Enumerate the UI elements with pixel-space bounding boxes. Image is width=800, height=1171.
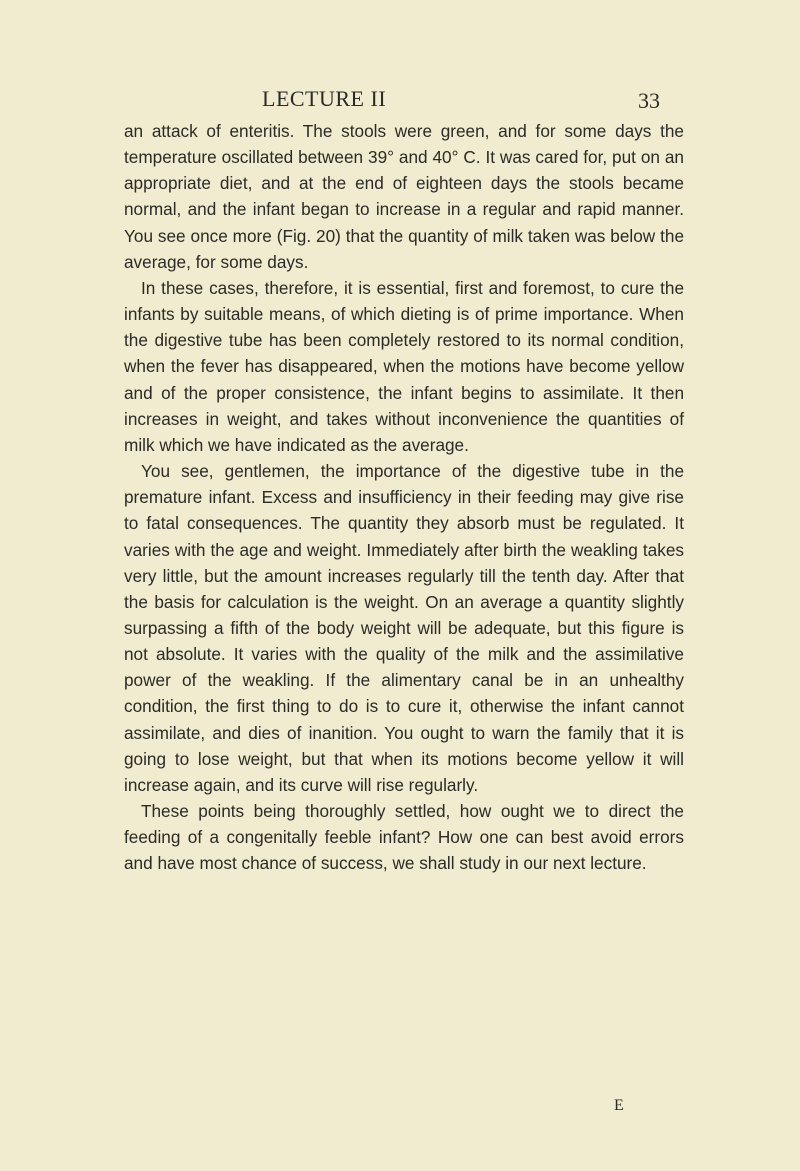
paragraph: You see, gentlemen, the importance of the digestive tube in the premature infant. Excess and insufficiency in their feeding may give rise to fatal consequences. The quantity they absorb must be regulated. It varies with the age and weight. Immediately after birth the weakling takes very little, but the amount increases regularly till the tenth day. After that the basis for calculation is the weight. On an average a quantity slightly surpassing a fifth of the body weight will be adequate, but this figure is not absolute. It varies with the quality of the milk and the assimilative power of the weakling. If the alimentary canal be in an unhealthy condition, the first thing to do is to cure it, otherwise the infant cannot assimilate, and dies of inanition. You ought to warn the family that it is going to lose weight, but that when its motions become yellow it will increase again, and its curve will rise regularly.: [124, 461, 684, 795]
signature-mark: E: [614, 1097, 624, 1114]
paragraph: These points being thoroughly settled, how ought we to direct the feeding of a congenitally feeble infant? How one can best avoid errors and have most chance of success, we shall study in our next lecture.: [124, 801, 684, 874]
paragraph: In these cases, therefore, it is essential, first and foremost, to cure the infants by suitable means, of which dieting is of prime importance. When the digestive tube has been completely restored to its normal condition, when the fever has disappeared, when the motions have become yellow and of the proper consistence, the infant begins to assimilate. It then increases in weight, and takes without inconvenience the quantities of milk which we have indicated as the average.: [124, 277, 684, 455]
running-header: [0, 86, 800, 116]
paragraph: an attack of enteritis. The stools were green, and for some days the temperature oscillated between 39° and 40° C. It was cared for, put on an appropriate diet, and at the end of eighteen days the stools became normal, and the infant began to increase in a regular and rapid manner. You see once more (Fig. 20) that the quantity of milk taken was below the average, for some days.: [124, 121, 684, 272]
page-number: 33: [638, 88, 660, 113]
body-text: [124, 118, 684, 877]
running-title: LECTURE II: [262, 86, 387, 111]
